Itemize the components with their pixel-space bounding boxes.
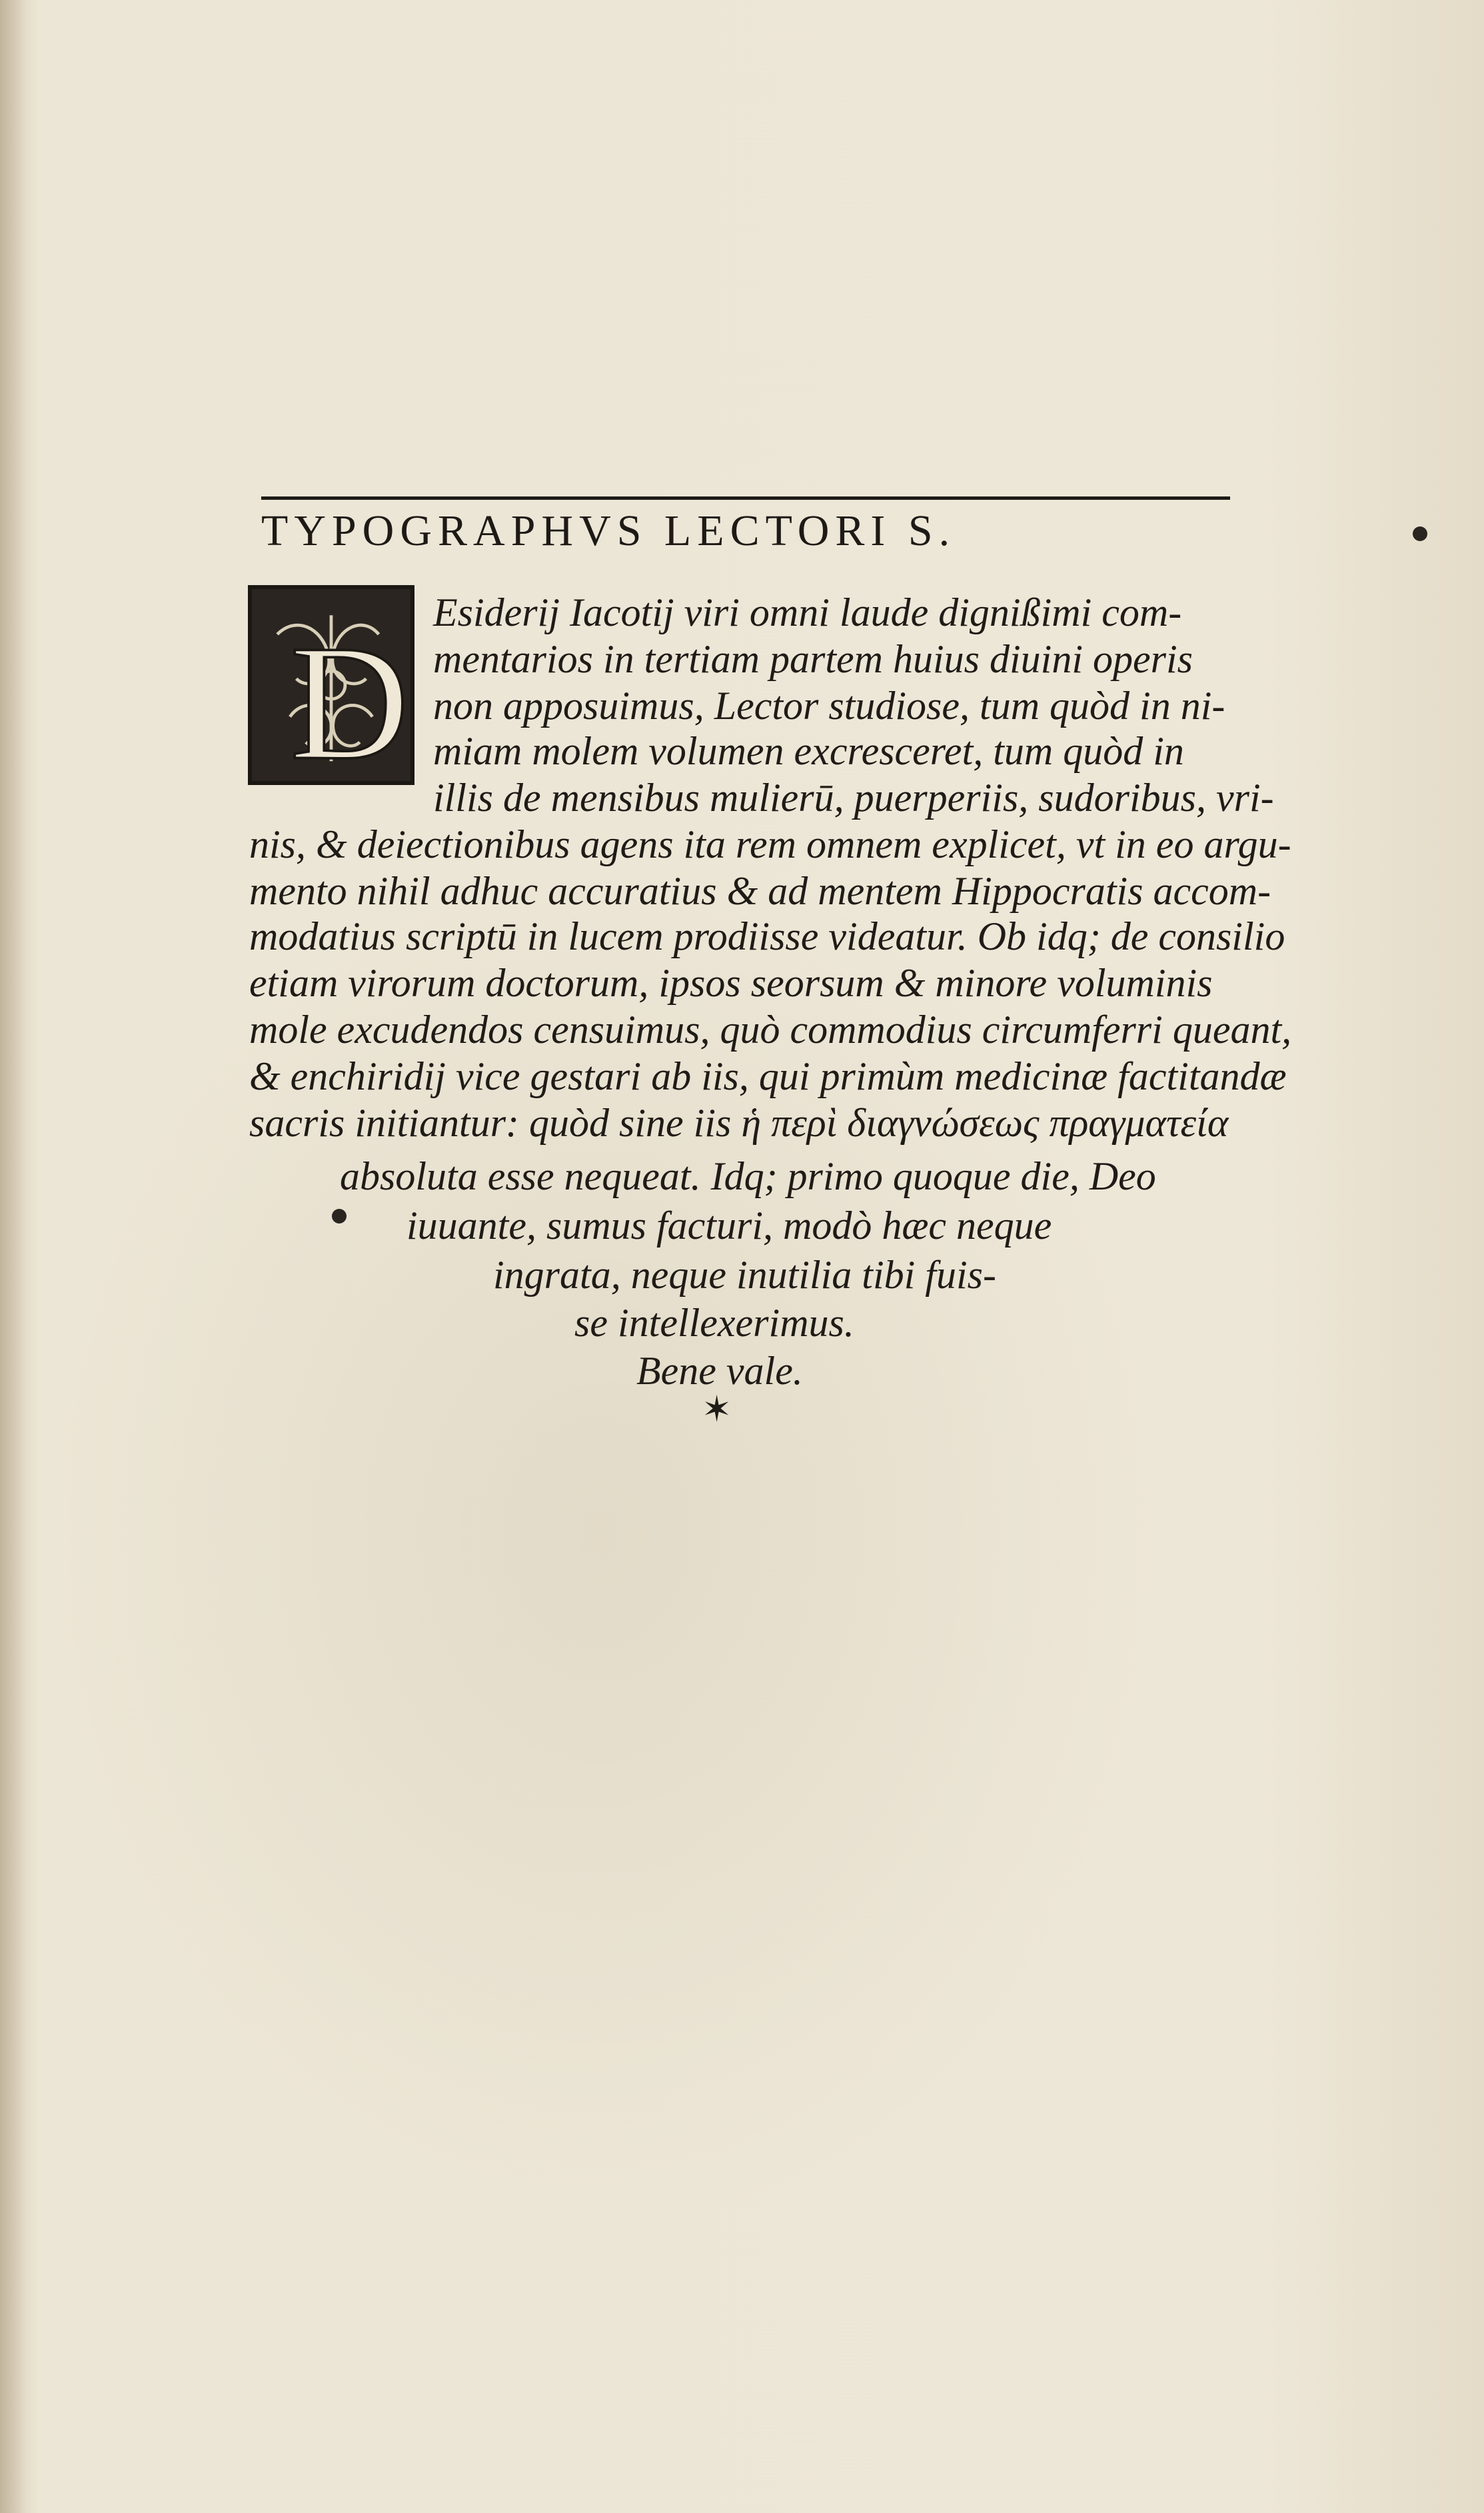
ink-spot	[1413, 526, 1427, 541]
text-line: & enchiridij vice gestari ab iis, qui primùm medicinæ factitandæ	[249, 1054, 1287, 1098]
text-line: se intellexerimus.	[574, 1301, 854, 1345]
text-line: mole excudendos censuimus, quò commodius circumferri queant,	[249, 1008, 1292, 1052]
text-line: sacris initiantur: quòd sine iis ἡ περὶ διαγνώσεως πραγματεία	[249, 1101, 1229, 1145]
text-line: illis de mensibus mulierū, puerperiis, sudoribus, vri-	[433, 776, 1274, 820]
text-line: modatius scriptū in lucem prodiisse videatur. Ob idq; de consilio	[249, 914, 1285, 958]
text-line: etiam virorum doctorum, ipsos seorsum & minore voluminis	[249, 961, 1213, 1005]
ornament-initial-icon	[252, 589, 410, 781]
page-gutter-shadow	[0, 0, 27, 2513]
text-line: nis, & deiectionibus agens ita rem omnem explicet, vt in eo argu-	[249, 822, 1291, 866]
text-line: ingrata, neque inutilia tibi fuis-	[493, 1253, 996, 1297]
text-line: Esiderij Iacotij viri omni laude dignißimi com-	[433, 590, 1182, 634]
text-line: Bene vale.	[636, 1349, 803, 1393]
ink-spot	[332, 1209, 347, 1224]
text-line: iuuante, sumus facturi, modò hæc neque	[406, 1204, 1052, 1248]
drop-cap-letter: D	[290, 610, 409, 781]
text-line: mento nihil adhuc accuratius & ad mentem Hippocratis accom-	[249, 869, 1271, 913]
text-line: mentarios in tertiam partem huius diuini operis	[433, 637, 1193, 681]
text-line: miam molem volumen excresceret, tum quòd in	[433, 729, 1184, 773]
text-line: non apposuimus, Lector studiose, tum quòd in ni-	[433, 684, 1225, 728]
closing-ornament-icon: ✶	[702, 1388, 732, 1430]
heading-rule	[261, 496, 1230, 500]
page-heading: TYPOGRAPHVS LECTORI S.	[261, 506, 956, 555]
text-line: absoluta esse nequeat. Idq; primo quoque die, Deo	[340, 1154, 1156, 1198]
decorated-initial-d	[248, 585, 414, 785]
